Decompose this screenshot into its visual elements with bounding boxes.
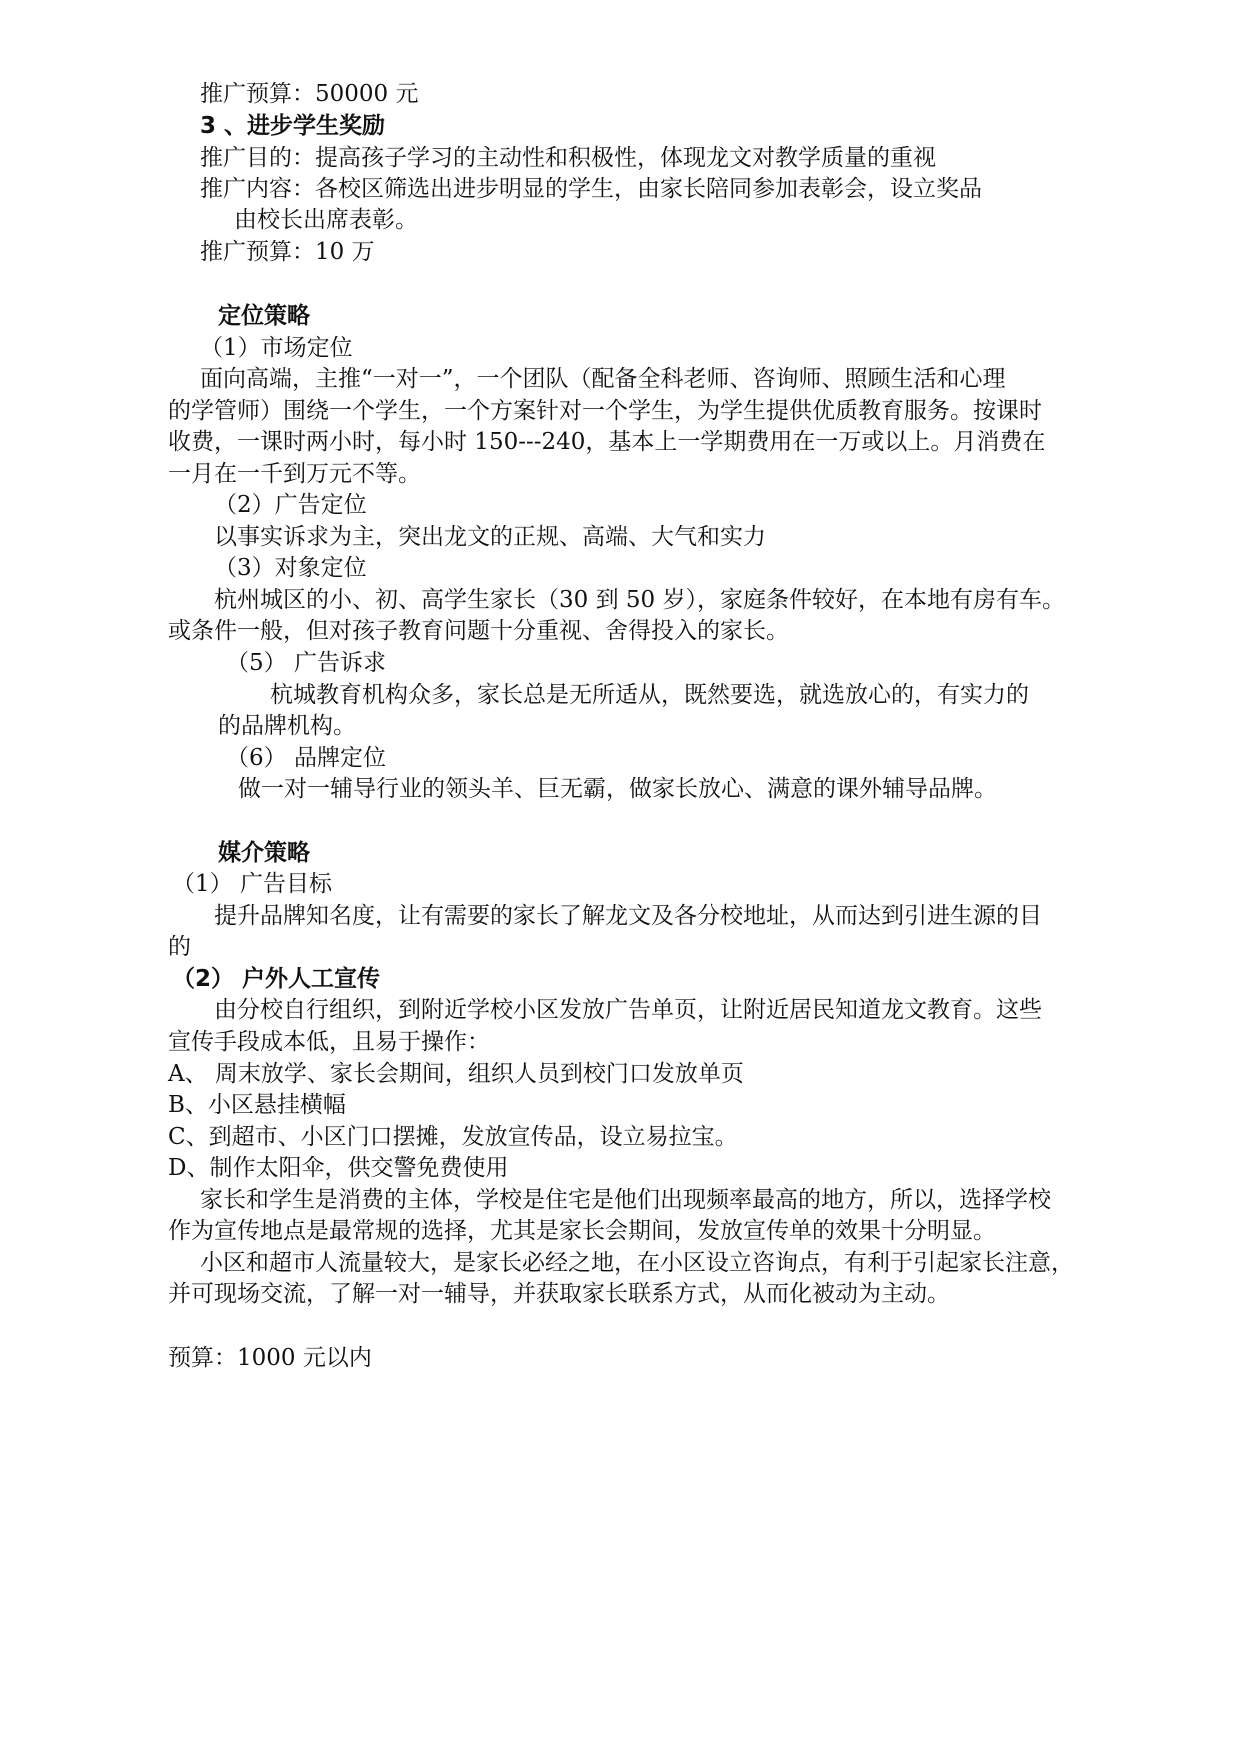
subheading-target-positioning: （3）对象定位 — [214, 555, 367, 581]
section-heading-student-award: 3 、进步学生奖励 — [200, 113, 386, 139]
paragraph-line: 面向高端，主推“一对一”，一个团队（配备全科老师、咨询师、照顾生活和心理 — [200, 366, 1006, 392]
paragraph-line: 并可现场交流，了解一对一辅导，并获取家长联系方式，从而化被动为主动。 — [168, 1281, 950, 1307]
section-heading-media: 媒介策略 — [218, 840, 310, 866]
list-item: D、制作太阳伞，供交警免费使用 — [168, 1155, 509, 1181]
paragraph-line: 杭州城区的小、初、高学生家长（30 到 50 岁），家庭条件较好，在本地有房有车。 — [214, 587, 1065, 613]
paragraph-line: 收费，一课时两小时，每小时 150---240，基本上一学期费用在一万或以上。月消费在 — [168, 429, 1046, 455]
paragraph-line: 的学管师）围绕一个学生，一个方案针对一个学生，为学生提供优质教育服务。按课时 — [168, 398, 1042, 424]
paragraph-line: 杭城教育机构众多，家长总是无所适从，既然要选，就选放心的，有实力的 — [270, 682, 1029, 708]
subheading-ad-positioning: （2）广告定位 — [214, 492, 367, 518]
subheading-brand-positioning: （6） 品牌定位 — [226, 745, 386, 771]
list-item: A、 周末放学、家长会期间，组织人员到校门口发放单页 — [168, 1061, 744, 1087]
paragraph-line: 以事实诉求为主，突出龙文的正规、高端、大气和实力 — [214, 524, 766, 550]
paragraph-line: 的品牌机构。 — [218, 713, 356, 739]
promotion-budget-line: 推广预算：50000 元 — [200, 81, 419, 107]
media-budget-line: 预算：1000 元以内 — [168, 1345, 372, 1371]
paragraph-line: 宣传手段成本低，且易于操作： — [168, 1029, 490, 1055]
list-item: B、小区悬挂横幅 — [168, 1092, 346, 1118]
subheading-market-positioning: （1）市场定位 — [200, 335, 353, 361]
paragraph-line: 的 — [168, 934, 191, 960]
promotion-content-line: 推广内容：各校区筛选出进步明显的学生，由家长陪同参加表彰会，设立奖品 — [200, 176, 982, 202]
subheading-outdoor-promotion: （2） 户外人工宣传 — [172, 966, 381, 992]
section-heading-positioning: 定位策略 — [218, 303, 310, 329]
paragraph-line: 一月在一千到万元不等。 — [168, 461, 421, 487]
promotion-purpose-line: 推广目的：提高孩子学习的主动性和积极性，体现龙文对教学质量的重视 — [200, 145, 936, 171]
paragraph-line: 做一对一辅导行业的领头羊、巨无霸，做家长放心、满意的课外辅导品牌。 — [238, 776, 997, 802]
paragraph-line: 由分校自行组织，到附近学校小区发放广告单页，让附近居民知道龙文教育。这些 — [214, 997, 1042, 1023]
paragraph-line: 小区和超市人流量较大，是家长必经之地，在小区设立咨询点，有利于引起家长注意， — [200, 1250, 1074, 1276]
paragraph-line: 提升品牌知名度，让有需要的家长了解龙文及各分校地址，从而达到引进生源的目 — [214, 903, 1042, 929]
subheading-ad-appeal: （5） 广告诉求 — [226, 650, 386, 676]
paragraph-line: 作为宣传地点是最常规的选择，尤其是家长会期间，发放宣传单的效果十分明显。 — [168, 1218, 996, 1244]
subheading-ad-goal: （1） 广告目标 — [172, 871, 332, 897]
list-item: C、到超市、小区门口摆摊，发放宣传品，设立易拉宝。 — [168, 1124, 738, 1150]
paragraph-line: 或条件一般，但对孩子教育问题十分重视、舍得投入的家长。 — [168, 618, 789, 644]
promotion-content-continued: 由校长出席表彰。 — [234, 207, 418, 233]
paragraph-line: 家长和学生是消费的主体，学校是住宅是他们出现频率最高的地方，所以，选择学校 — [200, 1187, 1051, 1213]
promotion-budget-line-2: 推广预算：10 万 — [200, 239, 375, 265]
